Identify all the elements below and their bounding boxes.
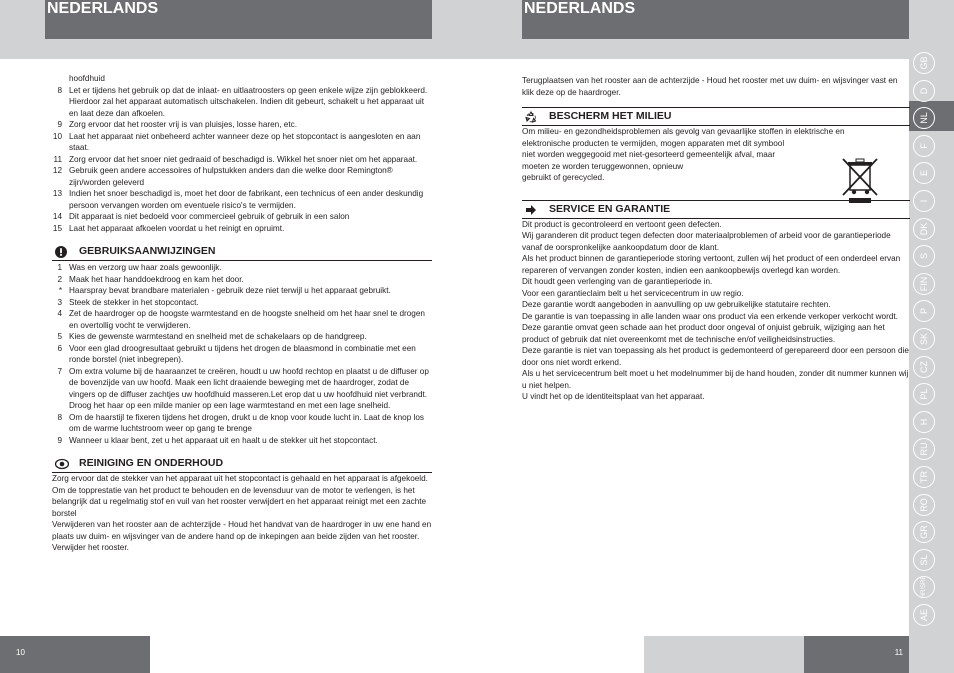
list-item-text: Zorg ervoor dat het snoer niet gedraaid of beschadigd is. Wikkel het snoer niet om het apparaat.	[69, 154, 418, 164]
paragraph: Verwijderen van het rooster aan de achterzijde - Houd het handvat van de haardroger in uw ene hand en plaats uw duim- en wijsvinger van de andere hand op de inkepingen aan beide zijden van het rooster. Verwijder het rooster.	[52, 520, 432, 552]
list-item-text: Om extra volume bij de haaraanzet te creëren, houdt u uw hoofd rechtop en plaatst u de diffuser op de bovenzijde van uw hoofd. Maak een licht draaiende beweging met de haardroger, zodat de vingers op de diffuser zachtjes uw hoofdhuid masseren.Let erop dat u uw hoofdhuid niet verbrandt. Droog het haar op een milde manier op een lage warmtestand en met een lage snelheid.	[69, 366, 429, 410]
paragraph: Voor een garantieclaim belt u het servicecentrum in uw regio.	[522, 288, 744, 298]
paragraph: U vindt het op de identiteitsplaat van het apparaat.	[522, 392, 705, 401]
list-item-text: Was en verzorg uw haar zoals gewoonlijk.	[69, 263, 222, 272]
list-item	[52, 366, 432, 412]
paragraph: De garantie is van toepassing in alle landen waar ons product via een erkende verkoper verkocht wordt.	[522, 311, 898, 321]
list-item-number: 8	[57, 85, 62, 95]
list-item	[52, 274, 432, 286]
list-item	[52, 131, 432, 154]
list-item	[52, 165, 432, 188]
left-page-header: NEDERLANDS	[45, 0, 432, 39]
list-item-number: 2	[57, 274, 62, 284]
list-item	[52, 119, 432, 131]
list-item-text: Let er tijdens het gebruik op dat de inlaat- en uitlaatroosters op geen enkele wijze zijn geblokkeerd. Hierdoor zal het apparaat automatisch uitschakelen. Indien dit gebeurt, schakelt u het apparaat uit en laat deze dan afkoelen.	[69, 85, 428, 118]
paragraph: Dit houdt geen verlenging van de garantieperiode in.	[522, 277, 713, 286]
page-number-right: 11	[804, 636, 909, 673]
list-item-text: Gebruik geen andere accessoires of hulpstukken anders dan die welke door Remington® zijn/worden geleverd	[69, 166, 393, 187]
paragraph: moeten ze worden teruggewonnen, opnieuw	[522, 161, 684, 171]
exclamation-icon	[55, 246, 67, 258]
arrow-right-icon	[525, 204, 537, 216]
list-item-text: hoofdhuid	[69, 74, 105, 83]
list-item	[52, 297, 432, 309]
language-tab-sl[interactable]: SL	[913, 549, 935, 571]
list-item	[52, 188, 432, 211]
language-tab-e[interactable]: E	[913, 162, 935, 184]
left-page-content	[52, 73, 432, 554]
list-item	[52, 85, 432, 120]
list-item-number: *	[58, 286, 62, 295]
warranty-text	[522, 219, 910, 403]
list-item-number: 8	[57, 412, 62, 422]
list-item	[52, 223, 432, 235]
paragraph: Deze garantie wordt aangeboden in aanvulling op uw gebruikelijke statutaire rechten.	[522, 300, 831, 309]
paragraph: gebruikt of gerecycled.	[522, 173, 605, 182]
right-page-header: NEDERLANDS	[522, 0, 909, 39]
cleaning-title: REINIGING EN ONDERHOUD	[79, 457, 224, 469]
list-item	[52, 154, 432, 166]
paragraph: Zorg ervoor dat de stekker van het apparaat uit het stopcontact is gehaald en het apparaat is afgekoeld.	[52, 474, 428, 483]
list-item-number: 9	[57, 120, 62, 129]
language-tab-s[interactable]: S	[913, 245, 935, 267]
list-item-number: 6	[57, 343, 62, 353]
list-item-text: Zorg ervoor dat het rooster vrij is van pluisjes, losse haren, etc.	[69, 120, 297, 129]
paragraph: Deze garantie is niet van toepassing als het product is gedemonteerd of gerepareerd door een persoon die door ons niet wordt erkend.	[522, 346, 909, 367]
list-item-number: 1	[57, 263, 62, 272]
language-tab-cz[interactable]: CZ	[913, 356, 935, 378]
paragraph: Dit product is gecontroleerd en vertoont geen defecten.	[522, 219, 722, 229]
list-item-text: Wanneer u klaar bent, zet u het apparaat uit en haalt u de stekker uit het stopcontact.	[69, 435, 378, 445]
list-item	[52, 285, 432, 297]
language-tab-i[interactable]: I	[913, 190, 935, 212]
warranty-title: SERVICE EN GARANTIE	[549, 202, 671, 215]
crossed-bin-icon	[840, 155, 880, 205]
list-item	[52, 308, 432, 331]
list-item-number: 13	[52, 189, 62, 198]
environment-title: BESCHERM HET MILIEU	[549, 110, 672, 122]
language-tab-hr-srb[interactable]: HR/SRB	[913, 576, 935, 598]
usage-section-heading	[52, 243, 432, 261]
list-item-number: 5	[57, 332, 62, 341]
list-item-text: Voor een glad droogresultaat gebruikt u tijdens het drogen de blaasmond in combinatie met een ronde borstel (niet inbegrepen).	[69, 343, 416, 364]
paragraph: Om milieu- en gezondheidsproblemen als gevolg van gevaarlijke stoffen in elektrische en	[522, 127, 845, 136]
list-item-number: 12	[52, 166, 62, 175]
language-tab-pl[interactable]: PL	[913, 383, 935, 405]
paragraph: Deze garantie omvat geen schade aan het product door ongeval of onjuist gebruik, wijziging aan het product of gebruik dat niet overeenkomt met de technische en/of veiligheidsinstructies.	[522, 323, 885, 344]
recycle-icon	[525, 111, 537, 123]
list-item	[52, 435, 432, 447]
list-item-number: 14	[52, 212, 62, 221]
right-page-content	[522, 75, 910, 403]
list-item-text: Steek de stekker in het stopcontact.	[69, 297, 199, 307]
language-tab-sk[interactable]: SK	[913, 328, 935, 350]
list-item	[52, 331, 432, 343]
language-tab-p[interactable]: P	[913, 300, 935, 322]
page-number-left: 10	[0, 636, 150, 673]
language-tab-h[interactable]: H	[913, 411, 935, 433]
list-item-number: 9	[57, 435, 62, 445]
language-tab-gb[interactable]: GB	[913, 52, 935, 74]
list-item	[52, 343, 432, 366]
list-item-text: Zet de haardroger op de hoogste warmtestand en de hoogste snelheid om het haar snel te drogen en overtollig vocht te verwijderen.	[69, 309, 425, 330]
list-item-number: 3	[57, 297, 62, 307]
list-item	[52, 412, 432, 435]
language-tab-ro[interactable]: RO	[913, 494, 935, 516]
rear-grille-intro: Terugplaatsen van het rooster aan de achterzijde - Houd het rooster met uw duim- en wijsvinger vast en klik deze op de haardroger.	[522, 76, 898, 97]
paragraph: Als u het servicecentrum belt moet u het modelnummer bij de hand houden, zonder dit nummer kunnen wij u niet helpen.	[522, 369, 909, 390]
list-item-text: Indien het snoer beschadigd is, moet het door de fabrikant, een technicus of een ander deskundig persoon vervangen worden om eventuele risico's te vermijden.	[69, 189, 424, 210]
list-item	[52, 211, 432, 223]
list-item	[52, 73, 432, 85]
language-tab-fin[interactable]: FIN	[913, 273, 935, 295]
paragraph: Om de topprestatie van het product te behouden en de levensduur van de motor te verlengen, is het belangrijk dat u regelmatig stof en vuil van het rooster verwijdert en het apparaat reinigt met een zachte borstel	[52, 485, 427, 518]
eye-icon	[55, 458, 69, 470]
language-tab-gr[interactable]: GR	[913, 521, 935, 543]
paragraph: niet worden weggegooid met niet-gesorteerd gemeentelijk afval, maar	[522, 150, 776, 159]
list-item-number: 4	[57, 309, 62, 318]
paragraph: Als het product binnen de garantieperiode storing vertoont, zullen wij het product of een onderdeel ervan repareren of vervangen zonder kosten, indien een aankoopbewijs overlegd kan worden.	[522, 254, 901, 275]
language-tab-ae[interactable]: AE	[913, 604, 935, 626]
list-item-text: Laat het apparaat afkoelen voordat u het reinigt en opruimt.	[69, 223, 285, 233]
safety-list	[52, 73, 432, 234]
paragraph: Wij garanderen dit product tegen defecten door materiaalproblemen of arbeid voor de garantieperiode vanaf de oorspronkelijke aankoopdatum door de klant.	[522, 231, 891, 252]
list-item-text: Om de haarstijl te fixeren tijdens het drogen, drukt u de knop voor koude lucht in. Laat de knop los om de warme luchtstroom weer op gang te brenge	[69, 412, 425, 433]
list-item	[52, 262, 432, 274]
environment-section-heading	[522, 107, 910, 126]
language-tab-f[interactable]: F	[913, 135, 935, 157]
language-tab-nl[interactable]: NL	[913, 107, 935, 129]
language-tab-ru[interactable]: RU	[913, 438, 935, 460]
list-item-number: 15	[52, 223, 62, 233]
list-item-number: 10	[52, 131, 62, 141]
list-item-number: 11	[53, 154, 62, 164]
cleaning-text	[52, 473, 432, 554]
language-tab-dk[interactable]: DK	[913, 218, 935, 240]
usage-list	[52, 262, 432, 446]
list-item-text: Kies de gewenste warmtestand en snelheid met de schakelaars op de handgreep.	[69, 332, 367, 341]
cleaning-section-heading	[52, 455, 432, 473]
usage-title: GEBRUIKSAANWIJZINGEN	[79, 245, 216, 257]
language-tab-tr[interactable]: TR	[913, 466, 935, 488]
list-item-text: Laat het apparaat niet onbeheerd achter wanneer deze op het stopcontact is aangesloten en aan staat.	[69, 131, 421, 152]
list-item-text: Dit apparaat is niet bedoeld voor commercieel gebruik of gebruik in een salon	[69, 212, 350, 221]
language-tab-d[interactable]: D	[913, 80, 935, 102]
list-item-text: Haarspray bevat brandbare materialen - gebruik deze niet terwijl u het apparaat gebruikt.	[69, 286, 391, 295]
paragraph: elektronische producten te vermijden, mogen apparaten met dit symbool	[522, 138, 785, 148]
list-item-text: Maak het haar handdoekdroog en kam het door.	[69, 274, 244, 284]
list-item-number: 7	[57, 366, 62, 376]
